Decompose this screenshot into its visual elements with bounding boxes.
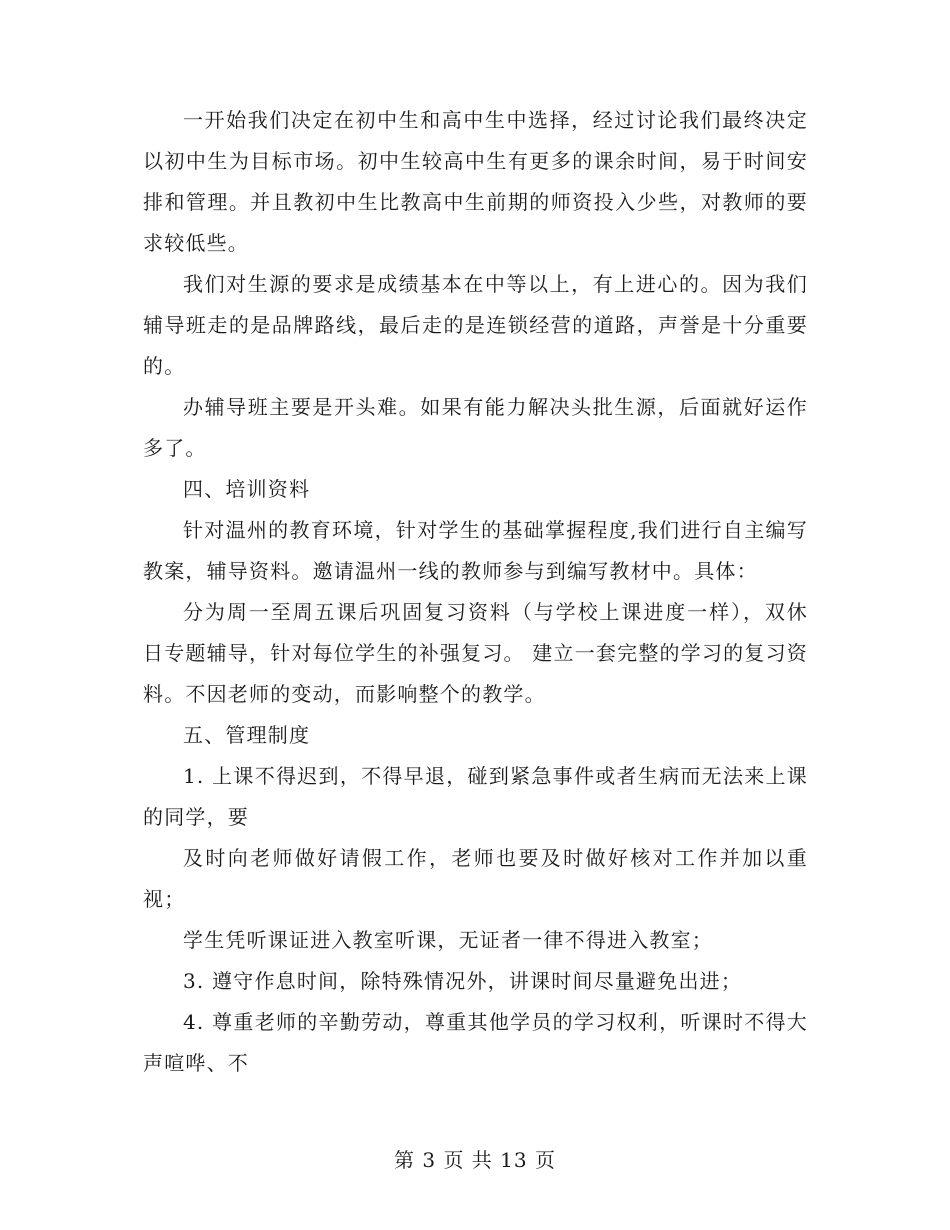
- document-body: [143, 100, 808, 1084]
- rule-item-3: 3. 遵守作息时间，除特殊情况外，讲课时间尽量避免出进；: [183, 969, 743, 993]
- paragraph-materials-schedule: 分为周一至周五课后巩固复习资料（与学校上课进度一样），双休日专题辅导，针对每位学生的补强复习。 建立一套完整的学习的复习资料。不因老师的变动，而影响整个的教学。: [143, 600, 808, 706]
- paragraph-target-market: 一开始我们决定在初中生和高中生中选择，经过讨论我们最终决定以初中生为目标市场。初中生较高中生有更多的课余时间，易于时间安排和管理。并且教初中生比教高中生前期的师资投入少些，对教师的要求较低些。: [143, 108, 808, 255]
- rule-item-1-continued: 及时向老师做好请假工作，老师也要及时做好核对工作并加以重视；: [143, 846, 808, 911]
- rule-item-1: 1. 上课不得迟到，不得早退，碰到紧急事件或者生病而无法来上课的同学，要: [143, 764, 808, 829]
- paragraph-student-requirements: 我们对生源的要求是成绩基本在中等以上，有上进心的。因为我们辅导班走的是品牌路线，最后走的是连锁经营的道路，声誉是十分重要的。: [143, 272, 808, 378]
- page-footer: [0, 1146, 950, 1174]
- paragraph-first-students: 办辅导班主要是开头难。如果有能力解决头批生源，后面就好运作多了。: [143, 395, 808, 460]
- rule-item-2: 学生凭听课证进入教室听课，无证者一律不得进入教室；: [183, 928, 713, 952]
- section-heading-training-materials: 四、培训资料: [183, 477, 311, 501]
- rule-item-4: 4. 尊重老师的辛勤劳动，尊重其他学员的学习权利，听课时不得大声喧哗、不: [143, 1010, 808, 1075]
- page-number-label: 第 3 页 共 13 页: [394, 1148, 556, 1172]
- paragraph-materials-writing: 针对温州的教育环境，针对学生的基础掌握程度,我们进行自主编写教案，辅导资料。邀请温州一线的教师参与到编写教材中。具体：: [143, 518, 808, 583]
- section-heading-management-rules: 五、管理制度: [183, 723, 311, 747]
